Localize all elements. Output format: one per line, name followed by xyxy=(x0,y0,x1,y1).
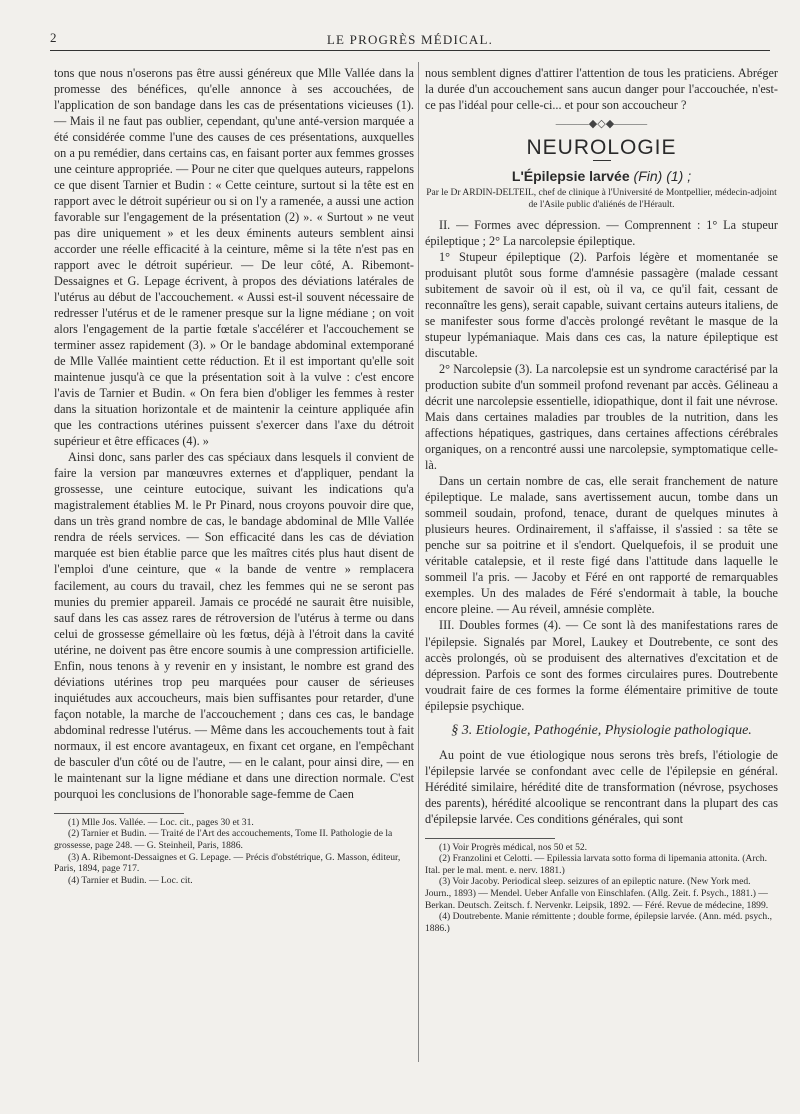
left-column xyxy=(54,65,414,886)
body-paragraph: II. — Formes avec dépression. — Comprennent : 1° La stupeur épileptique ; 2° La narcolepsie épileptique. xyxy=(425,218,778,249)
article-title xyxy=(425,168,778,184)
body-paragraph: tons que nous n'oserons pas être aussi généreux que Mlle Vallée dans la promesse des bénéfices, qu'elle annonce à ses accouchées, de l'application de son bandage dans les cas de présentations vicieuses (1). — Mais il ne faut pas oublier, cependant, qu'une anté-version marquée a été considérée comme l'une des causes de ces présentations, auxquelles on a pu remédier, dans certains cas, en faisant porter aux femmes grosses une ceinture appropriée. — Pour ne citer que quelques auteurs, rappelons ce que disent Tarnier et Budin : « Cette ceinture, surtout si la tête est en rapport avec le détroit supérieur ou si on l'y a ramenée, a aussi une action favorable sur l'engagement de la présentation (2) ». « Surtout » ne veut pas dire uniquement » et les deux éminents auteurs semblent ainsi accorder une réelle efficacité à la ceinture, même si la tête n'est pas en rapport avec le détroit supérieur. — De leur côté, A. Ribemont-Dessaignes et G. Lepage écrivent, à propos des déviations latérales de l'utérus au début de l'accouchement. « Aussi est-il souvent nécessaire de redresser l'utérus et de le ramener presque sur la ligne médiane ; on voit alors l'engagement de la partie fœtale s'accélérer et l'accouchement se terminer assez rapidement (3). » Or le bandage abdominal extemporané de Mlle Vallée maintient cette réduction. Et il est important qu'elle soit maintenue jusqu'à ce que la présentation soit à la vulve : c'est encore l'avis de Tarnier et Budin. « On fera bien d'obliger les femmes à rester dans la situation horizontale et de maintenir la ceinture appliquée afin que les contractions utérines puissent s'exercer dans l'axe du détroit supérieur et être efficaces (4). » xyxy=(54,66,414,449)
author-byline: Par le Dr ARDIN-DELTEIL, chef de clinique à l'Université de Montpellier, médecin-adjoint de l'Asile public d'aliénés de l'Hérault. xyxy=(426,188,777,211)
footnote-rule xyxy=(425,838,555,839)
body-paragraph: 1° Stupeur épileptique (2). Parfois légère et momentanée se produisant plutôt sous forme d'amnésie passagère (malade cessant subitement de savoir où il est, où il va, ce qu'il fait, cessant de reconnaître les gens), serait capable, suivant certains auteurs italiens, de se manifester sous forme d'accès prolongé revêtant le masque de la stupeur lypémaniaque. Mais dans ces cas, la nature épileptique est discutable. xyxy=(425,250,778,361)
body-paragraph: nous semblent dignes d'attirer l'attention de tous les praticiens. Abréger la durée d'un accouchement sans aucun danger pour l'accouchée, n'est-ce pas l'idéal pour celle-ci... et pour son accoucheur ? xyxy=(425,66,778,113)
body-paragraph: 2° Narcolepsie (3). La narcolepsie est un syndrome caractérisé par la production subite d'un sommeil profond revenant par accès. Gélineau a décrit une narcolepsie essentielle, idiopathique, dont il fait une névrose. Mais dans certaines maladies par troubles de la nutrition, dans les affections hépatiques, gastriques, dans certaines affections cérébrales organiques, on a rencontré aussi une narcolepsie, symptomatique celle-là. xyxy=(425,362,778,473)
section-title: NEUROLOGIE xyxy=(526,136,677,160)
footnote: (4) Doutrebente. Manie rémittente ; double forme, épilepsie larvée. (Ann. méd. psych., 1886.) xyxy=(425,911,773,934)
body-paragraph: Au point de vue étiologique nous serons très brefs, l'étiologie de l'épilepsie larvée se confondant avec celle de l'épilepsie en général. Hérédité similaire, hérédité dite de transformation (névrose, psychoses des parents), hérédité alcoolique se rencontrant dans la plupart des cas d'épilepsie larvée. Ces conditions générales, qui sont xyxy=(425,747,778,826)
footnote: (2) Tarnier et Budin. — Traité de l'Art des accouchements, Tome II. Pathologie de la grossesse, page 248. — G. Steinheil, Paris, 1886. xyxy=(54,828,393,851)
journal-title: LE PROGRÈS MÉDICAL. xyxy=(326,32,494,47)
footnote: (4) Tarnier et Budin. — Loc. cit. xyxy=(68,874,193,886)
ornament-divider: ———◆◇◆——— xyxy=(555,118,648,131)
page-header xyxy=(50,28,770,51)
footnote-rule xyxy=(54,813,184,814)
section-rule xyxy=(593,160,611,161)
footnote: (1) Voir Progrès médical, nos 50 et 52. xyxy=(439,841,588,853)
right-column xyxy=(425,65,778,934)
body-paragraph: Ainsi donc, sans parler des cas spéciaux dans lesquels il convient de faire la version par manœuvres externes et d'appliquer, pendant la grossesse, une ceinture eutocique, suivant les indications qu'a magistralement établies M. le Pr Pinard, nous croyons pouvoir dire que, dans un très grand nombre de cas, le bandage abdominal de Mlle Vallée rendra de réels services. — Son efficacité dans les cas de déviation marquée est bien établie parce que les maîtres cités plus haut disent de l'emploi d'une ceinture, que « la bande de ventre » remplacera facilement, au cours du travail, chez les femmes qui ne se seront pas munies du premier appareil. Jamais ce procédé ne saurait être nuisible, sauf dans les cas assez rares de rétroversion de l'utérus à terme ou dans celui de grossesse gémellaire où les fœtus, déjà à l'étroit dans la cavité utérine, ne doivent pas être encore soumis à une compression artificielle. Enfin, nous tenons à y revenir en y insistant, le nombre est grand des déviations utérines trop peu marquées pour causer de sérieuses inquiétudes aux accoucheurs, mais bien suffisantes pour retarder, d'une façon notable, la marche de l'accouchement ; dans ces cas, le bandage abdominal redresse l'utérus. — Même dans les accouchements tout à fait normaux, il est encore avantageux, en fixant cet organe, en l'empêchant de basculer d'un côté ou de l'autre, — en le calant, pour ainsi dire, — en le maintenant sur la ligne médiane et dans une direction normale. C'est pourquoi les conclusions de l'honorable sage-femme de Caen xyxy=(54,450,414,801)
article-title-note: (Fin) (1) ; xyxy=(633,168,692,185)
footnote: (2) Franzolini et Celotti. — Epilessia larvata sotto forma di lipemania attonita. (Arch. Ital. per le mal. ment. e. nerv. 1881.) xyxy=(425,853,767,876)
body-paragraph: III. Doubles formes (4). — Ce sont là des manifestations rares de l'épilepsie. Signalés par Morel, Laukey et Doutrebente, ce sont des accès prolongés, où se produisent des alternatives d'excitation et de dépression. Parfois ce sont des formes circulaires pures. Doutrebente voudrait faire de ces formes la forme élémentaire primitive de toute épilepsie psychique. xyxy=(425,618,778,713)
body-paragraph: Dans un certain nombre de cas, elle serait franchement de nature épileptique. Le malade, sans avertissement aucun, tombe dans un sommeil soudain, profond, tenace, durant de quelques minutes à plusieurs heures. Ordinairement, il s'affaisse, il s'assied : sa tête se penche sur sa poitrine et il s'endort. Quelquefois, il se produit une véritable catalepsie, et il reste figé dans l'attitude dans laquelle le sommeil l'a pris. — Jacoby et Féré en ont rapporté de remarquables exemples. Un des malades de Féré s'endormait à table, la bouche encore pleine. — Au réveil, amnésie complète. xyxy=(425,474,778,617)
footnote: (3) Voir Jacoby. Periodical sleep. seizures of an epileptic nature. (New York med. Journ., 1893) — Mendel. Ueber Anfalle von Einschlafen. (Allg. Zeit. f. Psych., 1881.) — Berkan. Deutsch. Zeitsch. f. Nervenkr. Leipsik, 1892. — Féré. Revue de médecine, 1899. xyxy=(425,876,769,911)
footnote: (3) A. Ribemont-Dessaignes et G. Lepage. — Précis d'obstétrique, G. Masson, éditeur, Paris, 1894, page 717. xyxy=(54,851,401,875)
column-divider xyxy=(418,62,419,1062)
page-number: 2 xyxy=(50,30,57,45)
footnote: (1) Mlle Jos. Vallée. — Loc. cit., pages 30 et 31. xyxy=(68,816,254,828)
article-title-text: L'Épilepsie larvée xyxy=(511,168,630,185)
subsection-heading: § 3. Etiologie, Pathogénie, Physiologie pathologique. xyxy=(451,722,752,738)
